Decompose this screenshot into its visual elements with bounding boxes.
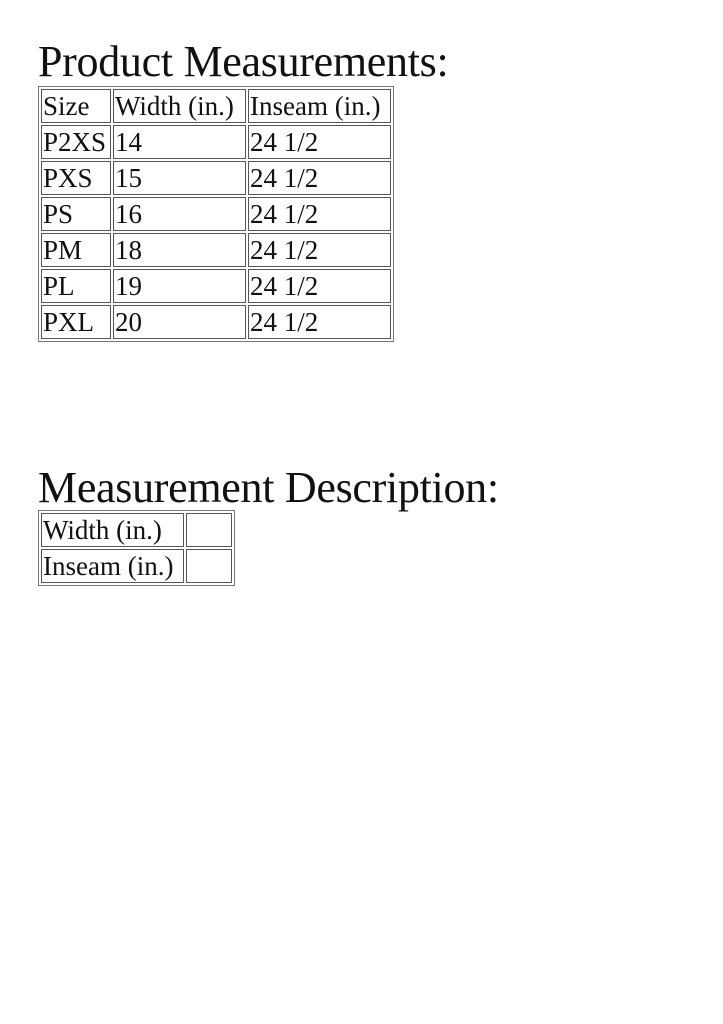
table-row <box>41 269 391 303</box>
inseam-cell: 24 1/2 <box>248 161 391 195</box>
header-size: Size <box>41 89 111 123</box>
table-row <box>41 549 232 583</box>
description-label-cell: Width (in.) <box>41 513 184 547</box>
description-value-cell <box>186 513 232 547</box>
inseam-cell: 24 1/2 <box>248 233 391 267</box>
size-cell: PXL <box>41 305 111 339</box>
inseam-cell: 24 1/2 <box>248 197 391 231</box>
header-inseam: Inseam (in.) <box>248 89 391 123</box>
table-row <box>41 197 391 231</box>
size-cell: P2XS <box>41 125 111 159</box>
table-row <box>41 233 391 267</box>
width-cell: 16 <box>113 197 246 231</box>
width-cell: 18 <box>113 233 246 267</box>
width-cell: 20 <box>113 305 246 339</box>
table-header-row <box>41 89 391 123</box>
table-row <box>41 161 391 195</box>
table-row <box>41 513 232 547</box>
description-label-cell: Inseam (in.) <box>41 549 184 583</box>
measurement-description-table <box>38 510 235 586</box>
description-value-cell <box>186 549 232 583</box>
measurement-description-title: Measurement Description: <box>38 463 499 512</box>
table-row <box>41 125 391 159</box>
width-cell: 15 <box>113 161 246 195</box>
inseam-cell: 24 1/2 <box>248 305 391 339</box>
size-cell: PL <box>41 269 111 303</box>
width-cell: 19 <box>113 269 246 303</box>
product-measurements-table <box>38 86 394 342</box>
product-measurements-title: Product Measurements: <box>38 37 449 86</box>
header-width: Width (in.) <box>113 89 246 123</box>
inseam-cell: 24 1/2 <box>248 269 391 303</box>
size-cell: PM <box>41 233 111 267</box>
table-row <box>41 305 391 339</box>
size-cell: PXS <box>41 161 111 195</box>
inseam-cell: 24 1/2 <box>248 125 391 159</box>
width-cell: 14 <box>113 125 246 159</box>
size-cell: PS <box>41 197 111 231</box>
